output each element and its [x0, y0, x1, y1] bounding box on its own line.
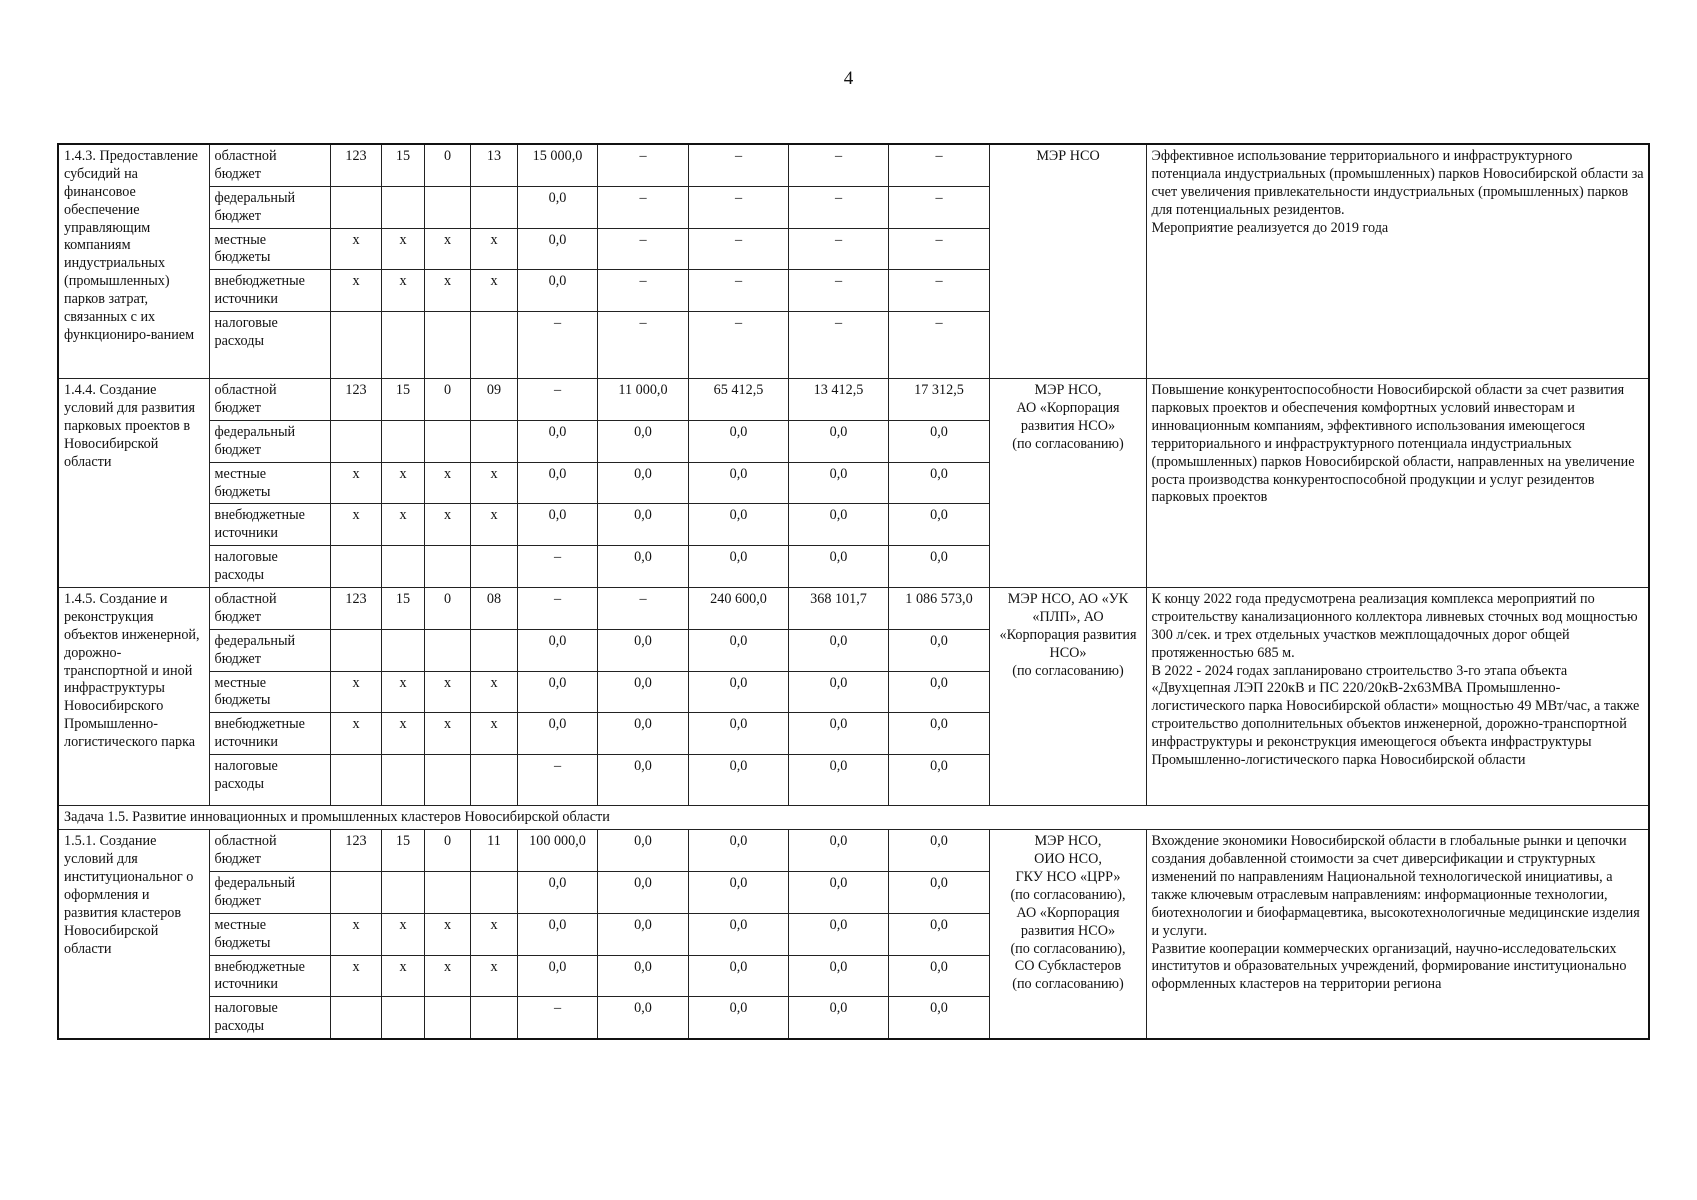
- executor: МЭР НСО, ОИО НСО, ГКУ НСО «ЦРР» (по согласованию), АО «Корпорация развития НСО» (по согласованию), СО Субкластеров (по согласованию): [989, 830, 1146, 1039]
- budget-code: [330, 546, 381, 588]
- funding-amount: 0,0: [688, 671, 788, 713]
- budget-code: 123: [330, 379, 381, 421]
- budget-code: х: [424, 713, 470, 755]
- funding-amount: 0,0: [788, 955, 888, 997]
- funding-source: налоговые расходы: [209, 997, 330, 1039]
- funding-source: областной бюджет: [209, 379, 330, 421]
- funding-amount: 11 000,0: [597, 379, 688, 421]
- funding-amount: 0,0: [788, 871, 888, 913]
- budget-code: 15: [381, 588, 424, 630]
- budget-code: [470, 186, 517, 228]
- budget-code: х: [381, 713, 424, 755]
- funding-amount: 100 000,0: [517, 830, 597, 872]
- budget-code: [381, 186, 424, 228]
- funding-amount: 0,0: [888, 629, 989, 671]
- funding-source: внебюджетные источники: [209, 270, 330, 312]
- funding-amount: 0,0: [597, 830, 688, 872]
- budget-code: [330, 629, 381, 671]
- funding-amount: 15 000,0: [517, 144, 597, 186]
- budget-code: х: [381, 228, 424, 270]
- budget-code: [381, 997, 424, 1039]
- funding-amount: 0,0: [517, 186, 597, 228]
- funding-source: налоговые расходы: [209, 312, 330, 379]
- funding-amount: 0,0: [688, 755, 788, 806]
- expected-result: Повышение конкурентоспособности Новосибирской области за счет развития парковых проектов и обеспечения комфортных условий инвесторам и инновационным компаниям, эффективного использования имеющегося территориального и инфраструктурного потенциала индустриальных (промышленных) парков Новосибирской области, направленных на увеличение роста производства конкурентоспособной продукции и услуг резидентов парковых проектов: [1146, 379, 1649, 588]
- funding-source: местные бюджеты: [209, 228, 330, 270]
- funding-source: внебюджетные источники: [209, 504, 330, 546]
- budget-code: х: [381, 270, 424, 312]
- budget-code: 08: [470, 588, 517, 630]
- budget-code: [424, 997, 470, 1039]
- funding-amount: –: [688, 312, 788, 379]
- budget-code: 0: [424, 830, 470, 872]
- funding-amount: 0,0: [597, 871, 688, 913]
- budget-code: [470, 312, 517, 379]
- program-activities-table: [57, 143, 1650, 1040]
- funding-amount: 0,0: [888, 713, 989, 755]
- budget-code: х: [330, 462, 381, 504]
- expected-result: Эффективное использование территориального и инфраструктурного потенциала индустриальных (промышленных) парков Новосибирской области за счет увеличения привлекательности индустриальных (промышленных) парков для потенциальных резидентов. Мероприятие реализуется до 2019 года: [1146, 144, 1649, 379]
- funding-amount: –: [888, 228, 989, 270]
- funding-amount: 0,0: [597, 462, 688, 504]
- funding-amount: –: [888, 144, 989, 186]
- budget-code: х: [424, 462, 470, 504]
- funding-amount: –: [788, 228, 888, 270]
- funding-amount: 368 101,7: [788, 588, 888, 630]
- funding-amount: 0,0: [517, 713, 597, 755]
- budget-code: 15: [381, 144, 424, 186]
- funding-amount: 0,0: [517, 871, 597, 913]
- budget-code: х: [330, 228, 381, 270]
- funding-source: внебюджетные источники: [209, 713, 330, 755]
- budget-code: 13: [470, 144, 517, 186]
- page-number: 4: [843, 68, 854, 89]
- funding-amount: 0,0: [788, 830, 888, 872]
- funding-amount: 65 412,5: [688, 379, 788, 421]
- funding-amount: –: [888, 186, 989, 228]
- funding-amount: –: [597, 312, 688, 379]
- budget-code: х: [381, 504, 424, 546]
- expected-result: К концу 2022 года предусмотрена реализация комплекса мероприятий по строительству канализационного коллектора ливневых сточных вод мощностью 300 л/сек. и трех отдельных участков межплощадочных дорог общей протяженностью 685 м. В 2022 - 2024 годах запланировано строительство 3-го этапа объекта «Двухцепная ЛЭП 220кВ и ПС 220/20кВ-2х63МВА Промышленно-логистического парка Новосибирской области» мощностью 49 МВт/час, а также строительство дополнительных объектов инженерной, дорожно-транспортной инфраструктуры и реконструкция имеющегося объекта инфраструктуры Промышленно-логистического парка Новосибирской области: [1146, 588, 1649, 806]
- funding-amount: 0,0: [688, 913, 788, 955]
- funding-amount: –: [788, 312, 888, 379]
- funding-amount: 0,0: [888, 671, 989, 713]
- funding-amount: 0,0: [688, 629, 788, 671]
- funding-amount: 0,0: [688, 504, 788, 546]
- funding-amount: 0,0: [597, 546, 688, 588]
- activity-name: 1.4.5. Создание и реконструкция объектов инженерной, дорожно-транспортной и иной инфраструктуры Новосибирского Промышленно-логистического парка: [58, 588, 209, 806]
- funding-amount: –: [688, 270, 788, 312]
- funding-amount: 0,0: [888, 462, 989, 504]
- activity-name: 1.4.3. Предоставление субсидий на финансовое обеспечение управляющим компаниям индустриальных (промышленных) парков затрат, связанных с их функциониро-ванием: [58, 144, 209, 379]
- budget-code: [330, 420, 381, 462]
- executor: МЭР НСО: [989, 144, 1146, 379]
- funding-amount: 0,0: [788, 629, 888, 671]
- budget-code: 123: [330, 144, 381, 186]
- budget-code: 123: [330, 588, 381, 630]
- funding-amount: –: [517, 312, 597, 379]
- funding-source: областной бюджет: [209, 830, 330, 872]
- funding-amount: 0,0: [788, 997, 888, 1039]
- table-body: [58, 144, 1649, 1039]
- funding-source: налоговые расходы: [209, 755, 330, 806]
- budget-code: 0: [424, 588, 470, 630]
- budget-code: х: [424, 671, 470, 713]
- funding-amount: 0,0: [888, 955, 989, 997]
- budget-code: х: [470, 913, 517, 955]
- budget-code: 15: [381, 830, 424, 872]
- funding-amount: –: [788, 270, 888, 312]
- funding-amount: 0,0: [688, 420, 788, 462]
- budget-code: [470, 755, 517, 806]
- funding-amount: 0,0: [788, 713, 888, 755]
- funding-amount: 0,0: [788, 504, 888, 546]
- funding-amount: 0,0: [597, 420, 688, 462]
- budget-code: [381, 546, 424, 588]
- funding-source: местные бюджеты: [209, 462, 330, 504]
- budget-code: [330, 871, 381, 913]
- budget-code: [424, 629, 470, 671]
- budget-code: х: [470, 713, 517, 755]
- funding-amount: 1 086 573,0: [888, 588, 989, 630]
- funding-amount: 0,0: [788, 671, 888, 713]
- budget-code: [381, 629, 424, 671]
- executor: МЭР НСО, АО «Корпорация развития НСО» (по согласованию): [989, 379, 1146, 588]
- funding-amount: 0,0: [688, 955, 788, 997]
- budget-code: 11: [470, 830, 517, 872]
- table-row: [58, 144, 1649, 186]
- funding-amount: 0,0: [888, 871, 989, 913]
- budget-code: 123: [330, 830, 381, 872]
- funding-source: федеральный бюджет: [209, 629, 330, 671]
- funding-amount: 0,0: [688, 713, 788, 755]
- funding-amount: 0,0: [788, 755, 888, 806]
- funding-amount: 0,0: [688, 871, 788, 913]
- budget-code: х: [424, 504, 470, 546]
- budget-code: х: [330, 955, 381, 997]
- budget-code: [470, 546, 517, 588]
- budget-code: [330, 755, 381, 806]
- funding-amount: 0,0: [597, 713, 688, 755]
- funding-amount: –: [688, 186, 788, 228]
- budget-code: [424, 312, 470, 379]
- funding-amount: 0,0: [888, 997, 989, 1039]
- expected-result: Вхождение экономики Новосибирской области в глобальные рынки и цепочки создания добавленной стоимости за счет диверсификации и структурных изменений по направлениям Национальной технологической инициативы, а также ключевым отраслевым направлениям: информационные технологии, биотехнологии и биофармацевтика, высокотехнологичные медицинские изделия и услуги. Развитие кооперации коммерческих организаций, научно-исследовательских институтов и образовательных учреждений, формирование институционально оформленных кластеров на территории региона: [1146, 830, 1649, 1039]
- budget-code: х: [381, 955, 424, 997]
- funding-amount: 0,0: [688, 462, 788, 504]
- executor: МЭР НСО, АО «УК «ПЛП», АО «Корпорация развития НСО» (по согласованию): [989, 588, 1146, 806]
- budget-code: х: [470, 504, 517, 546]
- budget-code: [330, 997, 381, 1039]
- funding-amount: 0,0: [888, 830, 989, 872]
- funding-source: налоговые расходы: [209, 546, 330, 588]
- budget-code: [424, 186, 470, 228]
- funding-amount: 0,0: [517, 629, 597, 671]
- budget-code: х: [381, 462, 424, 504]
- budget-code: [470, 997, 517, 1039]
- budget-code: х: [381, 913, 424, 955]
- funding-amount: –: [688, 228, 788, 270]
- funding-amount: 0,0: [517, 270, 597, 312]
- budget-code: х: [470, 671, 517, 713]
- budget-code: [381, 871, 424, 913]
- budget-code: х: [381, 671, 424, 713]
- funding-amount: –: [788, 144, 888, 186]
- funding-amount: –: [597, 144, 688, 186]
- funding-amount: –: [517, 588, 597, 630]
- budget-code: х: [470, 955, 517, 997]
- funding-amount: –: [597, 588, 688, 630]
- budget-code: х: [424, 228, 470, 270]
- funding-amount: 0,0: [788, 420, 888, 462]
- budget-code: х: [330, 713, 381, 755]
- budget-code: 09: [470, 379, 517, 421]
- budget-code: 0: [424, 144, 470, 186]
- funding-amount: 0,0: [597, 504, 688, 546]
- funding-source: местные бюджеты: [209, 671, 330, 713]
- funding-amount: 0,0: [597, 997, 688, 1039]
- budget-code: х: [470, 462, 517, 504]
- funding-amount: –: [517, 755, 597, 806]
- funding-amount: 0,0: [597, 913, 688, 955]
- funding-source: внебюджетные источники: [209, 955, 330, 997]
- budget-code: [330, 312, 381, 379]
- funding-amount: 0,0: [688, 546, 788, 588]
- budget-code: х: [330, 671, 381, 713]
- funding-amount: 0,0: [888, 546, 989, 588]
- funding-amount: –: [888, 312, 989, 379]
- funding-amount: 0,0: [597, 955, 688, 997]
- budget-code: [424, 871, 470, 913]
- budget-code: [470, 420, 517, 462]
- funding-amount: –: [788, 186, 888, 228]
- funding-amount: 0,0: [888, 755, 989, 806]
- activity-name: 1.5.1. Создание условий для институциональног о оформления и развития кластеров Новосибирской области: [58, 830, 209, 1039]
- funding-amount: 0,0: [688, 830, 788, 872]
- budget-code: х: [470, 270, 517, 312]
- budget-code: 15: [381, 379, 424, 421]
- funding-amount: 0,0: [888, 504, 989, 546]
- funding-amount: 0,0: [517, 671, 597, 713]
- funding-amount: –: [688, 144, 788, 186]
- table-row: [58, 830, 1649, 872]
- activity-name: 1.4.4. Создание условий для развития парковых проектов в Новосибирской области: [58, 379, 209, 588]
- funding-source: федеральный бюджет: [209, 420, 330, 462]
- funding-amount: –: [597, 186, 688, 228]
- budget-code: х: [470, 228, 517, 270]
- funding-amount: 17 312,5: [888, 379, 989, 421]
- funding-amount: 0,0: [517, 462, 597, 504]
- funding-amount: 0,0: [688, 997, 788, 1039]
- budget-code: х: [424, 955, 470, 997]
- funding-amount: –: [597, 228, 688, 270]
- funding-source: областной бюджет: [209, 144, 330, 186]
- task-row: [58, 806, 1649, 830]
- budget-code: х: [330, 504, 381, 546]
- funding-amount: –: [597, 270, 688, 312]
- table-row: [58, 379, 1649, 421]
- funding-source: областной бюджет: [209, 588, 330, 630]
- budget-code: х: [330, 270, 381, 312]
- budget-code: х: [330, 913, 381, 955]
- funding-amount: –: [517, 546, 597, 588]
- funding-amount: 0,0: [517, 913, 597, 955]
- funding-amount: 0,0: [788, 462, 888, 504]
- budget-code: [470, 629, 517, 671]
- budget-code: [424, 420, 470, 462]
- funding-amount: –: [517, 997, 597, 1039]
- budget-code: [470, 871, 517, 913]
- funding-amount: 13 412,5: [788, 379, 888, 421]
- funding-source: федеральный бюджет: [209, 186, 330, 228]
- funding-source: местные бюджеты: [209, 913, 330, 955]
- funding-source: федеральный бюджет: [209, 871, 330, 913]
- funding-amount: 0,0: [597, 671, 688, 713]
- budget-code: [424, 546, 470, 588]
- budget-code: 0: [424, 379, 470, 421]
- budget-code: [424, 755, 470, 806]
- budget-code: [330, 186, 381, 228]
- budget-code: х: [424, 270, 470, 312]
- funding-amount: –: [888, 270, 989, 312]
- funding-amount: 0,0: [788, 546, 888, 588]
- task-heading: Задача 1.5. Развитие инновационных и промышленных кластеров Новосибирской области: [58, 806, 1649, 830]
- funding-amount: 0,0: [517, 420, 597, 462]
- budget-code: х: [424, 913, 470, 955]
- funding-amount: 0,0: [888, 913, 989, 955]
- funding-amount: 0,0: [888, 420, 989, 462]
- table-row: [58, 588, 1649, 630]
- funding-amount: 0,0: [517, 228, 597, 270]
- budget-code: [381, 420, 424, 462]
- funding-amount: 0,0: [597, 755, 688, 806]
- budget-code: [381, 312, 424, 379]
- funding-amount: 0,0: [788, 913, 888, 955]
- funding-amount: 240 600,0: [688, 588, 788, 630]
- funding-amount: 0,0: [517, 955, 597, 997]
- funding-amount: 0,0: [597, 629, 688, 671]
- budget-code: [381, 755, 424, 806]
- funding-amount: –: [517, 379, 597, 421]
- funding-amount: 0,0: [517, 504, 597, 546]
